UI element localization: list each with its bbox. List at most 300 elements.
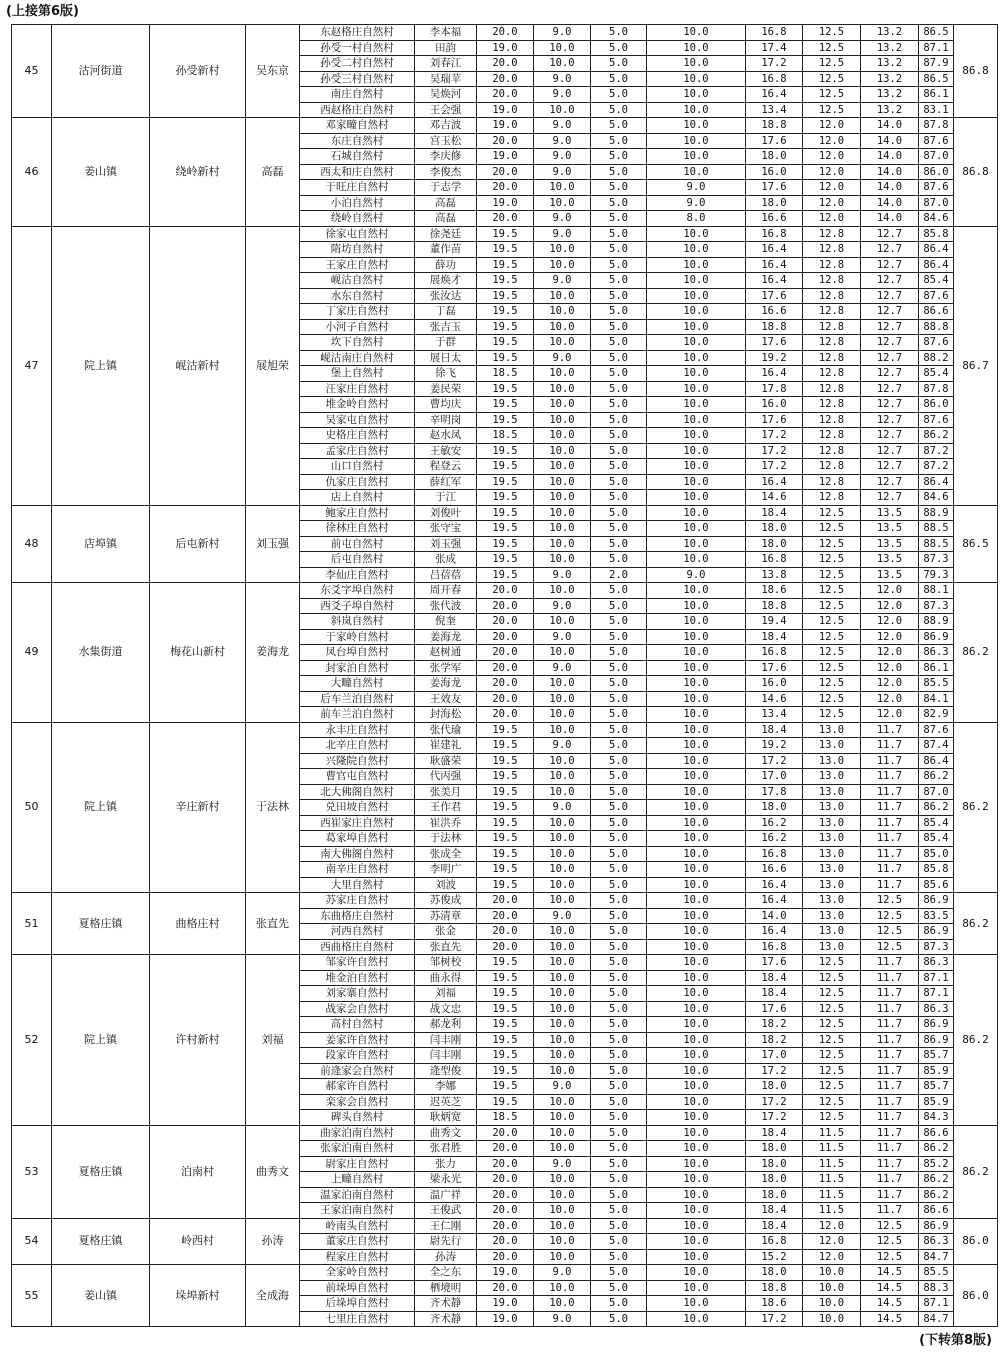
score-4: 10.0 xyxy=(647,939,746,955)
score-7: 13.2 xyxy=(861,71,919,87)
community-name: 梅花山新村 xyxy=(150,583,246,723)
score-7: 12.7 xyxy=(861,319,919,335)
score-3: 5.0 xyxy=(591,56,647,72)
score-5: 18.0 xyxy=(746,195,803,211)
score-3: 5.0 xyxy=(591,1265,647,1281)
score-1: 20.0 xyxy=(477,707,534,723)
village-name: 河西自然村 xyxy=(300,924,415,940)
person-name: 张吉玉 xyxy=(415,319,477,335)
score-1: 19.5 xyxy=(477,1017,534,1033)
score-6: 12.8 xyxy=(803,226,861,242)
score-7: 12.7 xyxy=(861,397,919,413)
score-6: 13.0 xyxy=(803,722,861,738)
score-3: 5.0 xyxy=(591,1156,647,1172)
score-6: 12.0 xyxy=(803,1234,861,1250)
leader-name: 刘福 xyxy=(246,955,300,1126)
score-4: 10.0 xyxy=(647,645,746,661)
score-2: 10.0 xyxy=(534,986,591,1002)
score-6: 13.0 xyxy=(803,846,861,862)
town-name: 夏格庄镇 xyxy=(52,1125,150,1218)
person-name: 张学军 xyxy=(415,660,477,676)
score-4: 10.0 xyxy=(647,691,746,707)
village-total: 86.5 xyxy=(919,25,954,41)
score-1: 19.0 xyxy=(477,1296,534,1312)
village-total: 88.9 xyxy=(919,614,954,630)
person-name: 程登云 xyxy=(415,459,477,475)
village-total: 88.2 xyxy=(919,350,954,366)
score-5: 17.2 xyxy=(746,1110,803,1126)
score-2: 9.0 xyxy=(534,350,591,366)
score-5: 16.4 xyxy=(746,877,803,893)
score-1: 19.5 xyxy=(477,769,534,785)
village-total: 86.2 xyxy=(919,1141,954,1157)
score-1: 19.0 xyxy=(477,118,534,134)
community-total: 86.2 xyxy=(954,893,998,955)
person-name: 刘波 xyxy=(415,877,477,893)
score-3: 5.0 xyxy=(591,629,647,645)
village-total: 86.3 xyxy=(919,955,954,971)
score-3: 5.0 xyxy=(591,118,647,134)
person-name: 刘俊叶 xyxy=(415,505,477,521)
score-7: 12.0 xyxy=(861,614,919,630)
score-3: 5.0 xyxy=(591,831,647,847)
village-total: 86.2 xyxy=(919,428,954,444)
score-1: 20.0 xyxy=(477,1172,534,1188)
score-2: 9.0 xyxy=(534,133,591,149)
score-1: 20.0 xyxy=(477,56,534,72)
score-3: 5.0 xyxy=(591,381,647,397)
village-name: 孙受一村自然村 xyxy=(300,40,415,56)
person-name: 战文忠 xyxy=(415,1001,477,1017)
score-4: 10.0 xyxy=(647,877,746,893)
village-name: 温家泊南自然村 xyxy=(300,1187,415,1203)
score-1: 18.5 xyxy=(477,1110,534,1126)
village-name: 王家庄自然村 xyxy=(300,257,415,273)
score-5: 13.4 xyxy=(746,102,803,118)
score-3: 5.0 xyxy=(591,707,647,723)
score-6: 12.5 xyxy=(803,1048,861,1064)
score-6: 12.5 xyxy=(803,598,861,614)
score-6: 11.5 xyxy=(803,1156,861,1172)
village-total: 85.9 xyxy=(919,1063,954,1079)
score-3: 5.0 xyxy=(591,1017,647,1033)
person-name: 张成全 xyxy=(415,846,477,862)
village-name: 封家泊自然村 xyxy=(300,660,415,676)
score-6: 13.0 xyxy=(803,738,861,754)
score-2: 10.0 xyxy=(534,40,591,56)
score-1: 20.0 xyxy=(477,614,534,630)
community-total: 86.2 xyxy=(954,722,998,893)
score-7: 12.7 xyxy=(861,490,919,506)
community-total: 86.2 xyxy=(954,1125,998,1218)
score-6: 12.0 xyxy=(803,195,861,211)
table-row xyxy=(12,226,998,242)
village-name: 堡上自然村 xyxy=(300,366,415,382)
group-number: 50 xyxy=(12,722,52,893)
group-number: 54 xyxy=(12,1218,52,1265)
score-4: 10.0 xyxy=(647,273,746,289)
score-5: 16.0 xyxy=(746,676,803,692)
village-name: 后屯自然村 xyxy=(300,552,415,568)
score-7: 11.7 xyxy=(861,1141,919,1157)
person-name: 于群 xyxy=(415,335,477,351)
score-2: 9.0 xyxy=(534,1311,591,1327)
person-name: 崔建礼 xyxy=(415,738,477,754)
score-7: 11.7 xyxy=(861,1017,919,1033)
score-6: 12.5 xyxy=(803,645,861,661)
village-total: 86.3 xyxy=(919,1001,954,1017)
score-7: 13.5 xyxy=(861,521,919,537)
score-4: 10.0 xyxy=(647,893,746,909)
score-6: 11.5 xyxy=(803,1172,861,1188)
score-7: 11.7 xyxy=(861,986,919,1002)
score-6: 13.0 xyxy=(803,908,861,924)
village-name: 后垛埠自然村 xyxy=(300,1296,415,1312)
continued-from-note: (上接第6版) xyxy=(6,4,79,19)
village-total: 86.2 xyxy=(919,1187,954,1203)
score-5: 18.0 xyxy=(746,1141,803,1157)
score-1: 19.5 xyxy=(477,831,534,847)
score-3: 5.0 xyxy=(591,583,647,599)
score-6: 12.5 xyxy=(803,1063,861,1079)
village-total: 84.6 xyxy=(919,490,954,506)
village-total: 87.0 xyxy=(919,149,954,165)
person-name: 田韵 xyxy=(415,40,477,56)
score-4: 10.0 xyxy=(647,366,746,382)
village-name: 北辛庄自然村 xyxy=(300,738,415,754)
score-5: 17.6 xyxy=(746,1001,803,1017)
score-5: 16.4 xyxy=(746,273,803,289)
score-1: 20.0 xyxy=(477,71,534,87)
score-7: 12.5 xyxy=(861,908,919,924)
person-name: 姜海龙 xyxy=(415,629,477,645)
score-4: 10.0 xyxy=(647,164,746,180)
village-total: 88.5 xyxy=(919,536,954,552)
score-2: 10.0 xyxy=(534,924,591,940)
score-3: 5.0 xyxy=(591,753,647,769)
score-6: 12.0 xyxy=(803,1218,861,1234)
score-5: 18.2 xyxy=(746,1017,803,1033)
score-3: 5.0 xyxy=(591,1249,647,1265)
person-name: 耿炳宽 xyxy=(415,1110,477,1126)
score-2: 9.0 xyxy=(534,800,591,816)
village-name: 姜家许自然村 xyxy=(300,1032,415,1048)
score-3: 5.0 xyxy=(591,521,647,537)
community-name: 岭西村 xyxy=(150,1218,246,1265)
score-1: 19.5 xyxy=(477,970,534,986)
score-3: 5.0 xyxy=(591,676,647,692)
leader-name: 曲秀文 xyxy=(246,1125,300,1218)
score-4: 10.0 xyxy=(647,87,746,103)
village-name: 董家庄自然村 xyxy=(300,1234,415,1250)
person-name: 闫丰刚 xyxy=(415,1032,477,1048)
village-total: 87.0 xyxy=(919,784,954,800)
score-4: 10.0 xyxy=(647,1156,746,1172)
score-3: 5.0 xyxy=(591,273,647,289)
score-5: 18.4 xyxy=(746,986,803,1002)
score-1: 19.5 xyxy=(477,350,534,366)
score-2: 10.0 xyxy=(534,195,591,211)
score-2: 10.0 xyxy=(534,288,591,304)
score-1: 20.0 xyxy=(477,598,534,614)
score-3: 5.0 xyxy=(591,459,647,475)
group-number: 55 xyxy=(12,1265,52,1327)
village-total: 88.9 xyxy=(919,505,954,521)
village-total: 79.3 xyxy=(919,567,954,583)
score-2: 10.0 xyxy=(534,304,591,320)
village-total: 85.8 xyxy=(919,862,954,878)
score-1: 19.5 xyxy=(477,567,534,583)
score-2: 10.0 xyxy=(534,939,591,955)
village-name: 孙受二村自然村 xyxy=(300,56,415,72)
score-2: 9.0 xyxy=(534,1156,591,1172)
score-2: 10.0 xyxy=(534,335,591,351)
score-3: 5.0 xyxy=(591,815,647,831)
score-2: 10.0 xyxy=(534,846,591,862)
score-3: 5.0 xyxy=(591,536,647,552)
community-name: 孙受新村 xyxy=(150,25,246,118)
score-3: 5.0 xyxy=(591,1079,647,1095)
score-3: 5.0 xyxy=(591,40,647,56)
score-6: 12.5 xyxy=(803,567,861,583)
village-name: 郝家许自然村 xyxy=(300,1079,415,1095)
score-4: 10.0 xyxy=(647,40,746,56)
table-row xyxy=(12,1265,998,1281)
person-name: 李娜 xyxy=(415,1079,477,1095)
person-name: 薛红军 xyxy=(415,474,477,490)
table-row xyxy=(12,583,998,599)
score-4: 10.0 xyxy=(647,753,746,769)
score-6: 12.5 xyxy=(803,87,861,103)
score-4: 10.0 xyxy=(647,815,746,831)
score-3: 5.0 xyxy=(591,784,647,800)
score-7: 11.7 xyxy=(861,970,919,986)
score-5: 16.8 xyxy=(746,25,803,41)
score-4: 10.0 xyxy=(647,335,746,351)
score-3: 5.0 xyxy=(591,428,647,444)
community-total: 86.5 xyxy=(954,505,998,583)
score-6: 12.5 xyxy=(803,1032,861,1048)
community-name: 绕岭新村 xyxy=(150,118,246,227)
leader-name: 吴东京 xyxy=(246,25,300,118)
person-name: 吴焕河 xyxy=(415,87,477,103)
person-name: 于志学 xyxy=(415,180,477,196)
group-number: 49 xyxy=(12,583,52,723)
score-4: 10.0 xyxy=(647,955,746,971)
score-1: 19.5 xyxy=(477,242,534,258)
table-row xyxy=(12,505,998,521)
score-7: 11.7 xyxy=(861,955,919,971)
score-1: 19.5 xyxy=(477,412,534,428)
village-name: 永丰庄自然村 xyxy=(300,722,415,738)
village-name: 后车兰泊自然村 xyxy=(300,691,415,707)
person-name: 曹均庆 xyxy=(415,397,477,413)
score-5: 18.8 xyxy=(746,118,803,134)
score-6: 12.8 xyxy=(803,474,861,490)
score-2: 10.0 xyxy=(534,242,591,258)
leader-name: 孙涛 xyxy=(246,1218,300,1265)
score-1: 19.5 xyxy=(477,862,534,878)
community-name: 垛埠新村 xyxy=(150,1265,246,1327)
village-total: 84.7 xyxy=(919,1311,954,1327)
score-7: 12.0 xyxy=(861,629,919,645)
village-total: 87.4 xyxy=(919,738,954,754)
score-3: 5.0 xyxy=(591,226,647,242)
village-name: 南辛庄自然村 xyxy=(300,862,415,878)
village-name: 南大佛阁自然村 xyxy=(300,846,415,862)
person-name: 张代瑜 xyxy=(415,722,477,738)
score-6: 12.5 xyxy=(803,40,861,56)
score-7: 14.5 xyxy=(861,1311,919,1327)
community-total: 86.0 xyxy=(954,1265,998,1327)
score-2: 10.0 xyxy=(534,1280,591,1296)
score-1: 19.5 xyxy=(477,1094,534,1110)
score-7: 13.5 xyxy=(861,552,919,568)
continued-to-note: (下转第8版) xyxy=(919,1333,992,1348)
score-3: 5.0 xyxy=(591,366,647,382)
village-name: 凤台埠自然村 xyxy=(300,645,415,661)
score-1: 19.5 xyxy=(477,1048,534,1064)
score-1: 19.0 xyxy=(477,149,534,165)
score-1: 20.0 xyxy=(477,691,534,707)
group-number: 47 xyxy=(12,226,52,505)
score-6: 13.0 xyxy=(803,831,861,847)
score-7: 14.0 xyxy=(861,149,919,165)
score-2: 9.0 xyxy=(534,164,591,180)
score-4: 10.0 xyxy=(647,970,746,986)
leader-name: 展旭荣 xyxy=(246,226,300,505)
score-7: 12.0 xyxy=(861,598,919,614)
score-6: 12.5 xyxy=(803,25,861,41)
score-6: 11.5 xyxy=(803,1125,861,1141)
score-2: 9.0 xyxy=(534,598,591,614)
score-2: 9.0 xyxy=(534,273,591,289)
score-5: 18.4 xyxy=(746,505,803,521)
score-5: 16.4 xyxy=(746,242,803,258)
score-3: 5.0 xyxy=(591,1187,647,1203)
village-name: 石城自然村 xyxy=(300,149,415,165)
person-name: 刘福 xyxy=(415,986,477,1002)
score-3: 5.0 xyxy=(591,335,647,351)
village-total: 86.9 xyxy=(919,893,954,909)
score-5: 17.6 xyxy=(746,955,803,971)
score-1: 19.5 xyxy=(477,459,534,475)
score-1: 19.0 xyxy=(477,1311,534,1327)
community-total: 86.0 xyxy=(954,1218,998,1265)
score-3: 5.0 xyxy=(591,25,647,41)
score-5: 18.4 xyxy=(746,1218,803,1234)
score-1: 20.0 xyxy=(477,133,534,149)
score-5: 16.8 xyxy=(746,226,803,242)
score-3: 5.0 xyxy=(591,180,647,196)
score-2: 10.0 xyxy=(534,893,591,909)
score-3: 5.0 xyxy=(591,149,647,165)
person-name: 吕蓓蓓 xyxy=(415,567,477,583)
score-3: 5.0 xyxy=(591,71,647,87)
score-6: 12.0 xyxy=(803,164,861,180)
table-row xyxy=(12,1218,998,1234)
score-5: 17.0 xyxy=(746,1048,803,1064)
score-6: 13.0 xyxy=(803,924,861,940)
score-6: 12.0 xyxy=(803,133,861,149)
score-6: 12.5 xyxy=(803,71,861,87)
score-4: 10.0 xyxy=(647,536,746,552)
score-7: 14.0 xyxy=(861,164,919,180)
score-6: 12.8 xyxy=(803,412,861,428)
town-name: 夏格庄镇 xyxy=(52,1218,150,1265)
score-4: 10.0 xyxy=(647,1311,746,1327)
village-total: 85.7 xyxy=(919,1048,954,1064)
score-5: 17.6 xyxy=(746,335,803,351)
score-1: 19.5 xyxy=(477,490,534,506)
village-total: 86.3 xyxy=(919,1234,954,1250)
score-3: 5.0 xyxy=(591,691,647,707)
village-name: 段家许自然村 xyxy=(300,1048,415,1064)
score-4: 10.0 xyxy=(647,924,746,940)
village-name: 于家岭自然村 xyxy=(300,629,415,645)
score-2: 10.0 xyxy=(534,552,591,568)
village-total: 86.1 xyxy=(919,87,954,103)
village-total: 87.3 xyxy=(919,598,954,614)
score-5: 16.8 xyxy=(746,939,803,955)
village-name: 徐林庄自然村 xyxy=(300,521,415,537)
village-name: 孟家庄自然村 xyxy=(300,443,415,459)
score-3: 5.0 xyxy=(591,862,647,878)
score-6: 12.5 xyxy=(803,102,861,118)
score-2: 9.0 xyxy=(534,71,591,87)
score-2: 10.0 xyxy=(534,257,591,273)
person-name: 刘春江 xyxy=(415,56,477,72)
score-2: 10.0 xyxy=(534,366,591,382)
score-7: 12.5 xyxy=(861,924,919,940)
town-name: 夏格庄镇 xyxy=(52,893,150,955)
score-3: 5.0 xyxy=(591,1048,647,1064)
leader-name: 刘玉强 xyxy=(246,505,300,583)
score-5: 18.8 xyxy=(746,319,803,335)
village-total: 86.3 xyxy=(919,645,954,661)
score-5: 14.6 xyxy=(746,490,803,506)
person-name: 展日太 xyxy=(415,350,477,366)
community-name: 许村新村 xyxy=(150,955,246,1126)
score-4: 9.0 xyxy=(647,195,746,211)
score-7: 14.0 xyxy=(861,180,919,196)
score-5: 16.4 xyxy=(746,257,803,273)
score-6: 12.8 xyxy=(803,335,861,351)
score-5: 16.2 xyxy=(746,815,803,831)
score-4: 10.0 xyxy=(647,319,746,335)
score-1: 20.0 xyxy=(477,583,534,599)
village-total: 86.4 xyxy=(919,753,954,769)
village-total: 86.5 xyxy=(919,71,954,87)
score-2: 9.0 xyxy=(534,567,591,583)
score-6: 12.5 xyxy=(803,676,861,692)
score-1: 19.5 xyxy=(477,753,534,769)
score-2: 9.0 xyxy=(534,25,591,41)
score-7: 11.7 xyxy=(861,722,919,738)
score-7: 13.2 xyxy=(861,25,919,41)
score-2: 10.0 xyxy=(534,102,591,118)
village-name: 苏家庄自然村 xyxy=(300,893,415,909)
person-name: 于法林 xyxy=(415,831,477,847)
score-7: 11.7 xyxy=(861,1110,919,1126)
score-4: 10.0 xyxy=(647,1032,746,1048)
score-7: 11.7 xyxy=(861,1156,919,1172)
score-3: 5.0 xyxy=(591,908,647,924)
score-7: 11.7 xyxy=(861,753,919,769)
score-3: 5.0 xyxy=(591,893,647,909)
score-6: 13.0 xyxy=(803,877,861,893)
village-name: 东赵格庄自然村 xyxy=(300,25,415,41)
